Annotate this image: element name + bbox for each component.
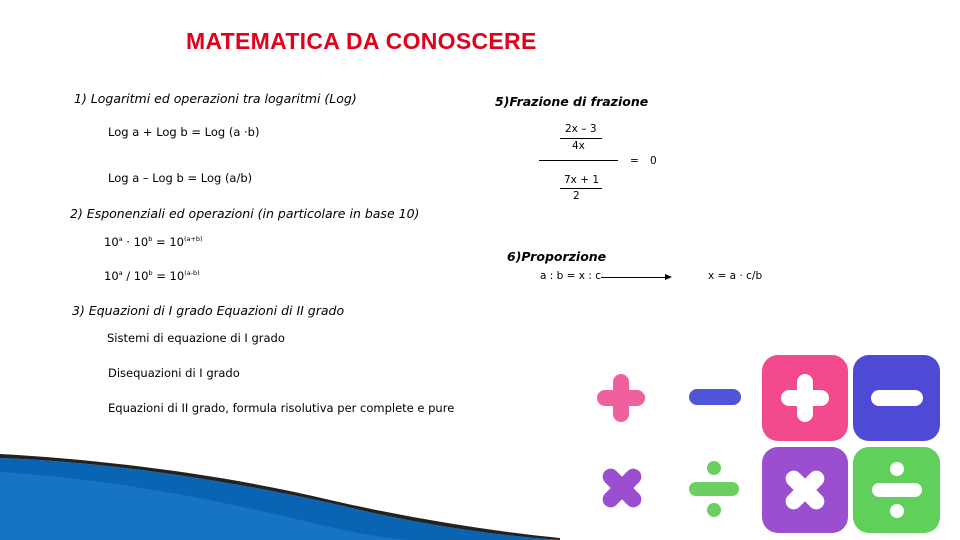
multiply-icon: [781, 466, 829, 514]
divide-icon: [688, 460, 740, 518]
proportion-solution: x = a · c/b: [708, 270, 763, 282]
divide-tile: [853, 447, 940, 533]
exponent-product-formula: $10^a \cdot 10^b = 10^{(a+b)}$: [104, 235, 203, 249]
section-3-heading: 3) Equazioni di I grado Equazioni di II grado: [72, 303, 345, 318]
multiply-tile: [762, 447, 848, 533]
log-sum-formula: Log a + Log b = Log (a ·b): [108, 125, 260, 139]
decorative-swoosh: [0, 448, 560, 540]
main-fraction-bar: [539, 160, 618, 161]
section-2-heading: 2) Esponenziali ed operazioni (in particolare in base 10): [70, 206, 420, 221]
log-difference-formula: Log a – Log b = Log (a/b): [108, 171, 253, 185]
top-fraction-bar: [560, 138, 602, 139]
section-5-heading: 5)Frazione di frazione: [495, 94, 649, 109]
plus-icon: [595, 372, 647, 424]
list-item: Disequazioni di I grado: [108, 366, 240, 380]
top-numerator: 2x – 3: [565, 123, 597, 135]
exponent-quotient-formula: $10^a / 10^b = 10^{(a-b)}$: [104, 269, 200, 283]
plus-icon: [779, 372, 831, 424]
list-item: Equazioni di II grado, formula risolutiva per complete e pure: [108, 401, 455, 415]
section-1-heading: 1) Logaritmi ed operazioni tra logaritmi (Log): [74, 91, 357, 106]
minus-icon: [688, 388, 742, 406]
bottom-denominator: 2: [573, 190, 580, 202]
page-title: MATEMATICA DA CONOSCERE: [186, 28, 537, 54]
minus-icon: [870, 390, 924, 406]
list-item: Sistemi di equazione di I grado: [107, 331, 285, 345]
minus-tile: [853, 355, 940, 441]
fraction-result: 0: [650, 155, 657, 167]
equals-sign: =: [630, 155, 639, 167]
top-denominator: 4x: [572, 140, 585, 152]
arrow-right-icon: [665, 274, 672, 280]
plus-tile: [762, 355, 848, 441]
section-6-heading: 6)Proporzione: [507, 249, 607, 264]
divide-icon: [871, 461, 923, 519]
arrow-line: [601, 277, 667, 278]
bottom-fraction-bar: [560, 188, 602, 189]
bottom-numerator: 7x + 1: [564, 174, 600, 186]
multiply-icon: [598, 464, 646, 512]
proportion-formula: a : b = x : c: [540, 270, 601, 282]
